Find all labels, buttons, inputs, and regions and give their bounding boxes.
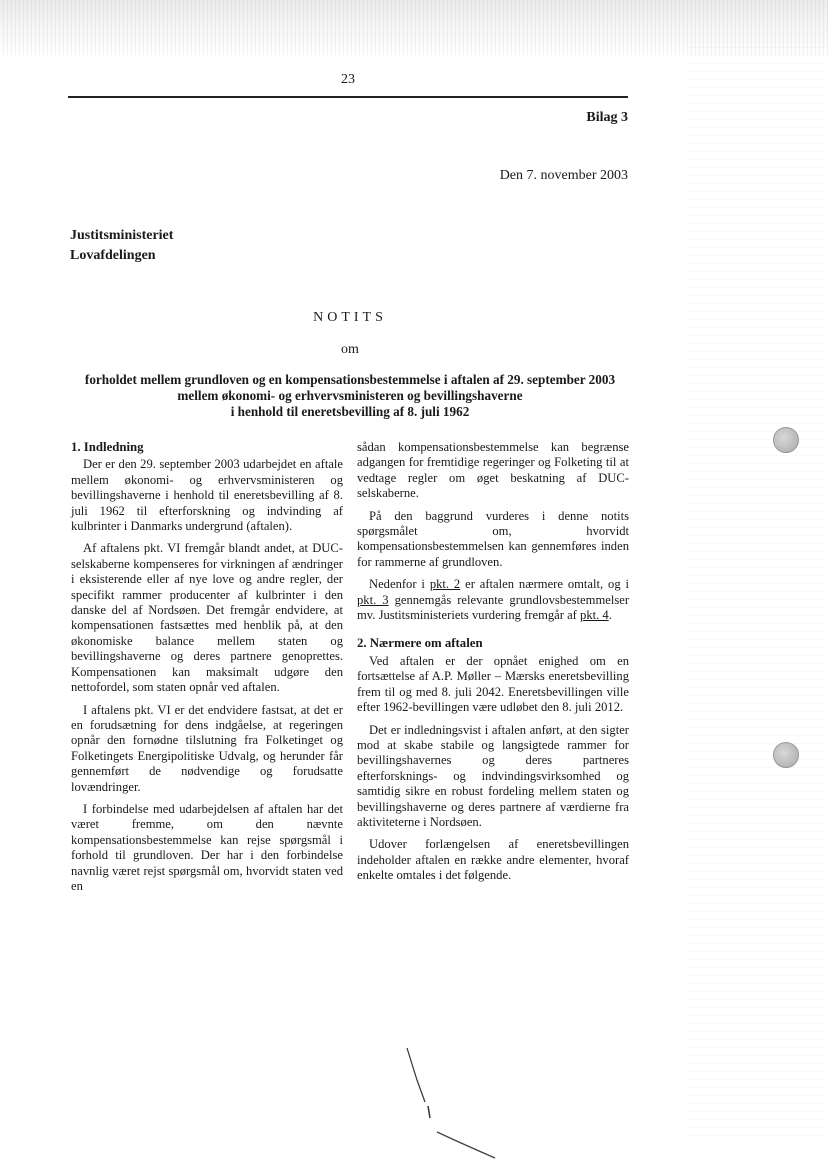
text-fragment: . (608, 608, 612, 623)
scan-noise-right (688, 40, 828, 1140)
document-subject (70, 372, 630, 420)
paragraph: Det er indledningsvist i aftalen anført, at den sigter mod at skabe stabile og langsigtede rammer for bevillingshavernes og deres partneres efterforsknings- og indvindingsvirksomhed og samtidig sikre en robust fordeling mellem staten og bevillingshaverne og deres partnere af værdierne fra aktiviteterne i Nordsøen. (357, 722, 629, 829)
paragraph: Ved aftalen er der opnået enighed om en fortsættelse af A.P. Møller – Mærsks eneretsbevilling frem til og med 8. juli 2042. Eneretsbevillingen ville efter 1962-bevillingen være udløbet den 8. juli 2012. (357, 653, 629, 715)
reference-pkt-2: pkt. 2 (429, 577, 461, 592)
section-heading-introduction: 1. Indledning (71, 440, 144, 454)
header-rule (68, 96, 628, 98)
subject-line-3: i henhold til eneretsbevilling af 8. juli 1962 (230, 404, 470, 419)
document-title-om: om (341, 342, 359, 357)
punch-hole-lower (773, 742, 799, 768)
paragraph: Af aftalens pkt. VI fremgår blandt andet, at DUC-selskaberne kompenseres for virkningen af ændringer i eksisterende eller af nye love og andre regler, der specifikt rammer producenter af kulbrinter i den danske del af Nordsøen. Det fremgår endvidere, at kompensationen fastsættes med henblik på, at den økonomiske balance mellem staten og bevillingshaverne og deres partnere genoprettes. Kompensationen kan maksimalt udgøre den nettofordel, som staten opnår ved aftalen. (71, 541, 343, 695)
page-number: 23 (341, 72, 355, 87)
recipient-ministry: Justitsministeriet (70, 228, 174, 243)
document-title: NOTITS (313, 310, 387, 325)
document-date: Den 7. november 2003 (499, 168, 628, 183)
text-fragment: er aftalen nærmere omtalt, og i (460, 577, 630, 592)
recipient-department: Lovafdelingen (70, 248, 156, 263)
appendix-label: Bilag 3 (586, 110, 628, 125)
paragraph: Der er den 29. september 2003 udarbejdet en aftale mellem økonomi- og erhvervsministeren og bevillingshaverne i henhold til eneretsbevilling af 8. juli 1962 til efterforskning og indvinding af kulbrinter i Danmarks undergrund (aftalen). (71, 457, 343, 534)
paragraph: sådan kompensationsbestemmelse kan begrænse adgangen for fremtidige regeringer og Folketing til at vedtage regler om øget beskatning af DUC-selskaberne. (357, 440, 629, 501)
recipient-block (70, 226, 173, 266)
paragraph: På den baggrund vurderes i denne notits spørgsmålet om, hvorvidt kompensationsbestemmelsen kan gennemføres inden for rammerne af grundloven. (357, 508, 629, 569)
text-fragment: gennemgås relevante grundlovsbestemmelser mv. Justitsministeriets vurdering fremgår af (357, 592, 630, 623)
punch-hole-upper (773, 427, 799, 453)
paragraph: I aftalens pkt. VI er det endvidere fastsat, at det er en forudsætning for dens indgåelse, at regeringen opnår den fornødne tilslutning fra Folketinget og Folketingets Energipolitiske Udvalg, og herunder får gennemført de nødvendige og forudsatte lovændringer. (71, 702, 343, 794)
text-fragment: Nedenfor i (369, 577, 430, 592)
reference-pkt-4: pkt. 4 (580, 608, 609, 623)
subject-line-2: mellem økonomi- og erhvervsministeren og bevillingshaverne (177, 388, 523, 403)
reference-pkt-3: pkt. 3 (357, 592, 389, 607)
paragraph-with-references (357, 577, 629, 623)
subject-line-1: forholdet mellem grundloven og en kompensationsbestemmelse i aftalen af 29. september 2003 (84, 372, 616, 387)
pen-mark (395, 1040, 505, 1160)
section-heading-agreement: 2. Nærmere om aftalen (357, 636, 483, 651)
paragraph: Udover forlængelsen af eneretsbevillingen indeholder aftalen en række andre elementer, hvoraf enkelte omtales i det følgende. (357, 837, 629, 883)
left-column (71, 440, 343, 901)
paragraph: I forbindelse med udarbejdelsen af aftalen har det været fremme, om den nævnte kompensationsbestemmelse kan rejse spørgsmål i forhold til grundloven. Der har i den forbindelse navnlig været rejst spørgsmål om, hvorvidt staten ved en (71, 801, 343, 893)
right-column (357, 440, 629, 891)
